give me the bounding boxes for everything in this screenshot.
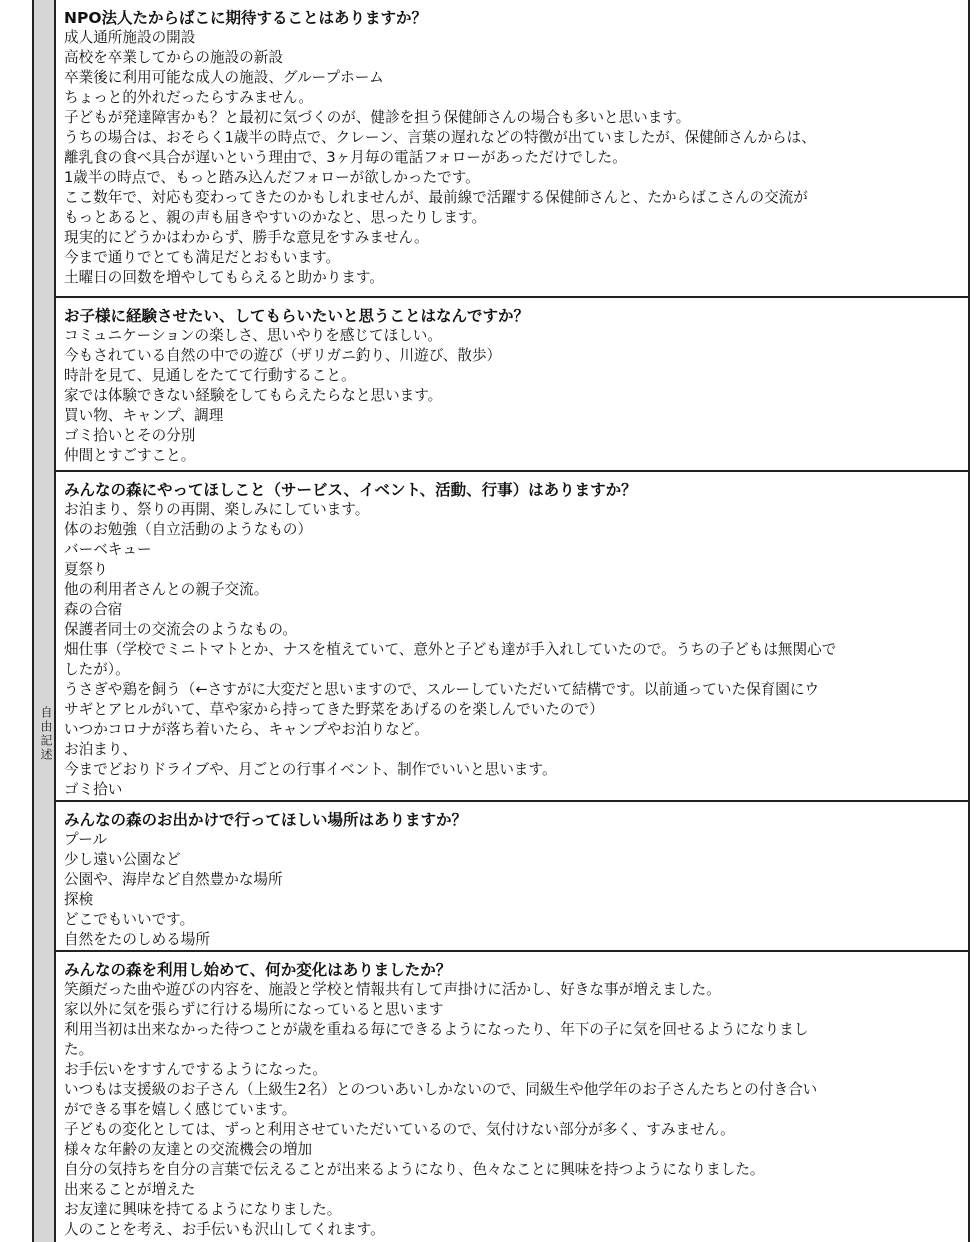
survey-sheet [32,0,974,1242]
answer-line: いつかコロナが落ち着いたら、キャンプやお泊りなど。 [64,721,429,738]
answer-line: ができる事を嬉しく感じています。 [64,1101,297,1118]
answer-line: 成人通所施設の開設 [64,29,196,46]
section-question: みんなの森を利用し始めて、何か変化はありましたか？ [64,961,452,979]
answer-line: お泊まり、 [64,741,137,758]
answer-line: 現実的にどうかはわからず、勝手な意見をすみません。 [64,229,429,246]
answer-line: 笑顔だった曲や遊びの内容を、施設と学校と情報共有して声掛けに活かし、好きな事が増えました。 [64,981,721,998]
answer-line: サギとアヒルがいて、草や家から持ってきた野菜をあげるのを楽しんでいたので） [64,701,604,718]
answer-line: うさぎや鶏を飼う（←さすがに大変だと思いますので、スルーしていただいて結構です。以前通っていた保育園にウ [64,681,820,698]
answer-line: た。 [64,1041,94,1058]
answer-line: 離乳食の食べ具合が遅いという理由で、3ヶ月毎の電話フォローがあっただけでした。 [64,149,627,166]
answer-line: 他の利用者さんとの親子交流。 [64,581,269,598]
answer-line: 高校を卒業してからの施設の新設 [64,49,283,66]
answer-line: コミュニケーションの楽しさ、思いやりを感じてほしい。 [64,327,442,344]
answer-line: お手伝いをすすんでするようになった。 [64,1061,327,1078]
answer-line: うちの場合は、おそらく1歳半の時点で、クレーン、言葉の遅れなどの特徴が出ていましたが、保健師さんからは、 [64,129,816,146]
answer-line: 子どもが発達障害かも？と最初に気づくのが、健診を担う保健師さんの場合も多いと思います。 [64,109,691,126]
answer-line: 今もされている自然の中での遊び（ザリガニ釣り、川遊び、散歩） [64,347,502,364]
answer-line: 土曜日の回数を増やしてもらえると助かります。 [64,269,384,286]
answer-line: いつもは支援級のお子さん（上級生2名）とのついあいしかないので、同級生や他学年のお子さんたちとの付き合い [64,1081,818,1098]
answer-line: ゴミ拾いとその分別 [64,427,196,444]
answer-line: 人のことを考え、お手伝いも沢山してくれます。 [64,1221,385,1238]
answer-line: ここ数年で、対応も変わってきたのかもしれませんが、最前線で活躍する保健師さんと、たからばこさんの交流が [64,189,808,206]
section-question: みんなの森にやってほしこと（サービス、イベント、活動、行事）はありますか？ [64,481,637,499]
answer-line: 1歳半の時点で、もっと踏み込んだフォローが欲しかったです。 [64,169,480,186]
answer-line: プール [64,831,108,848]
answer-line: 自然をたのしめる場所 [64,931,210,948]
answer-line: ちょっと的外れだったらすみません。 [64,89,313,106]
answer-line: 保護者同士の交流会のようなもの。 [64,621,297,638]
answer-line: もっとあると、親の声も届きやすいのかなと、思ったりします。 [64,209,487,226]
answer-line: 様々な年齢の友達との交流機会の増加 [64,1141,313,1158]
section-question: お子様に経験させたい、してもらいたいと思うことはなんですか？ [64,307,530,325]
answer-line: 出来ることが増えた [64,1181,196,1198]
answer-line: どこでもいいです。 [64,911,195,928]
answer-line: 自分の気持ちを自分の言葉で伝えることが出来るようになり、色々なことに興味を持つようになりました。 [64,1161,765,1178]
answer-line: 森の合宿 [64,601,123,618]
survey-section [56,0,968,298]
survey-section [56,298,968,472]
answer-line: 仲間とすごすこと。 [64,447,196,464]
survey-section [56,802,968,952]
section-question: NPO法人たからばこに期待することはありますか？ [64,9,428,27]
side-label-free-description: 自由記述 [39,706,53,762]
answer-line: 今まで通りでとても満足だとおもいます。 [64,249,341,266]
side-column [34,0,56,1242]
answer-line: 少し遠い公園など [64,851,181,868]
answer-line: 買い物、キャンプ、調理 [64,407,224,424]
answer-line: 畑仕事（学校でミニトマトとか、ナスを植えていて、意外と子ども達が手入れしていたので。うちの子どもは無関心で [64,641,837,658]
section-question: みんなの森のお出かけで行ってほしい場所はありますか？ [64,811,468,829]
answer-line: 今までどおりドライブや、月ごとの行事イベント、制作でいいと思います。 [64,761,557,778]
answer-line: 家では体験できない経験をしてもらえたらなと思います。 [64,387,443,404]
answer-line: したが）。 [64,661,130,678]
survey-content [56,0,970,1242]
answer-line: 利用当初は出来なかった待つことが歳を重ねる毎にできるようになったり、年下の子に気を回せるようになりまし [64,1021,809,1038]
answer-line: バーベキュー [64,541,152,558]
answer-line: 夏祭り [64,561,108,578]
answer-line: 家以外に気を張らずに行ける場所になっていると思います [64,1001,444,1018]
answer-line: 卒業後に利用可能な成人の施設、グループホーム [64,69,384,86]
answer-line: 時計を見て、見通しをたてて行動すること。 [64,367,356,384]
answer-line: 探検 [64,891,94,908]
survey-section [56,952,968,1242]
answer-line: 公園や、海岸など自然豊かな場所 [64,871,283,888]
answer-line: 子どもの変化としては、ずっと利用させていただいているので、気付けない部分が多く、すみません。 [64,1121,735,1138]
answer-line: 体のお勉強（自立活動のようなもの） [64,521,313,538]
answer-line: お友達に興味を持てるようになりました。 [64,1201,342,1218]
answer-line: お泊まり、祭りの再開、楽しみにしています。 [64,501,370,518]
survey-section [56,472,968,802]
answer-line: ゴミ拾い [64,781,123,798]
